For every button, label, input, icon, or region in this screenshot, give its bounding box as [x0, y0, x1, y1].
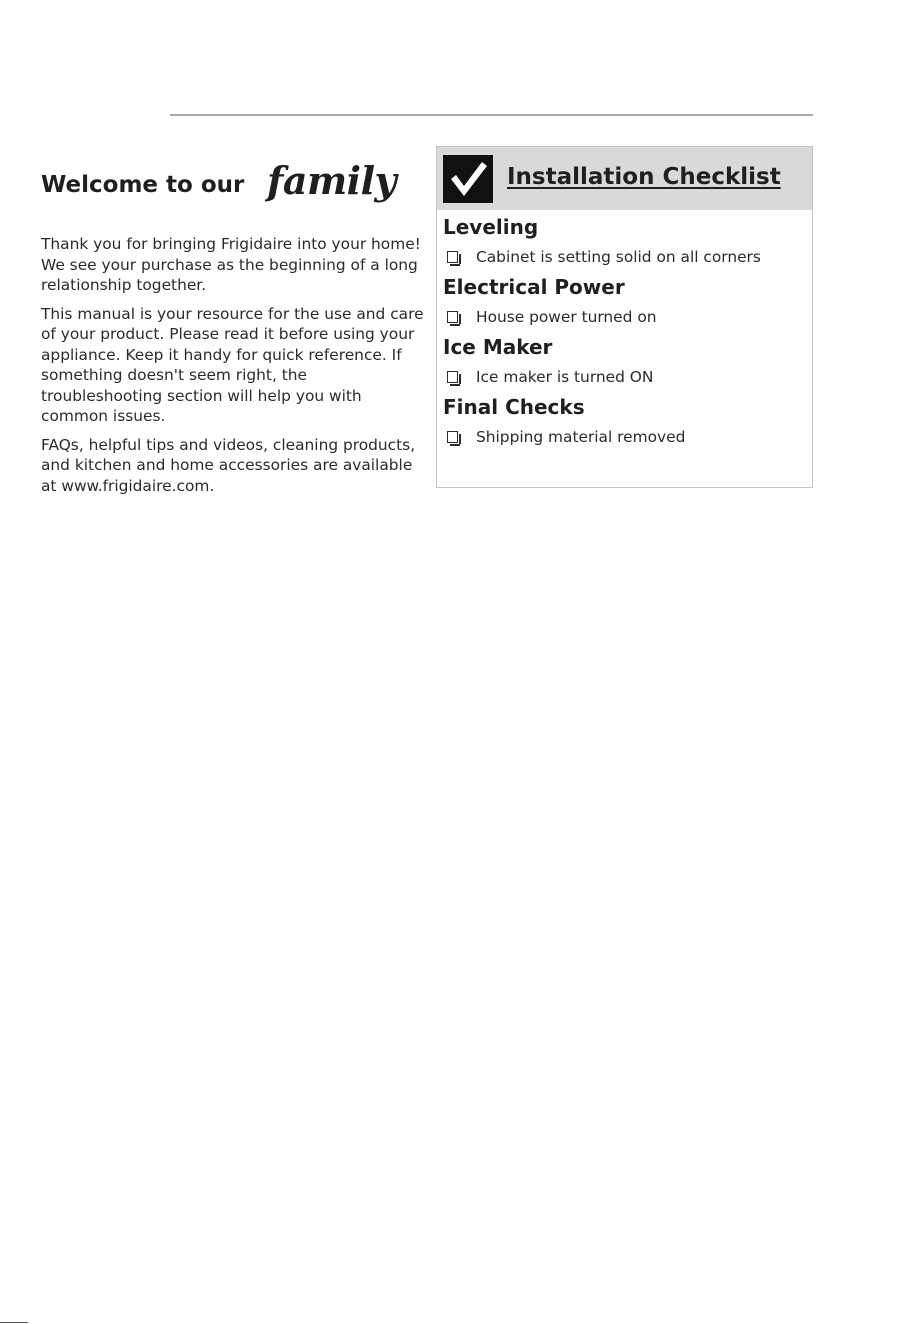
checklist-item-label: Shipping material removed [476, 428, 686, 446]
checklist-section-final-checks [443, 392, 806, 452]
checklist-body [437, 210, 812, 452]
checklist-section-leveling [443, 212, 806, 272]
checklist-header [437, 147, 812, 210]
checkbox-icon[interactable] [447, 431, 458, 443]
section-title: Ice Maker [443, 335, 553, 359]
checkbox-icon[interactable] [447, 311, 458, 323]
checklist-item[interactable] [443, 422, 806, 452]
welcome-paragraph: Thank you for bringing Frigidaire into your home! We see your purchase as the beginning of a long relationship together. [41, 235, 421, 294]
welcome-section [41, 160, 426, 504]
welcome-heading [41, 160, 426, 222]
welcome-heading-plain: Welcome to our [41, 172, 245, 198]
checklist-item[interactable] [443, 302, 806, 332]
checklist-section-ice-maker [443, 332, 806, 392]
welcome-paragraph: FAQs, helpful tips and videos, cleaning products, and kitchen and home accessories are available at www.frigidaire.com. [41, 435, 416, 495]
welcome-paragraph: This manual is your resource for the use and care of your product. Please read it before using your appliance. Keep it handy for quick reference. If something doesn't seem right, the troubleshooting section will help you with common issues. [41, 304, 424, 425]
checkbox-icon[interactable] [447, 371, 458, 383]
section-title: Final Checks [443, 395, 585, 419]
checkmark-icon [443, 155, 493, 203]
checklist-item-label: Ice maker is turned ON [476, 368, 654, 386]
checklist-item[interactable] [443, 362, 806, 392]
checklist-item[interactable] [443, 242, 806, 272]
page-corner-mark [0, 1322, 28, 1323]
checkbox-icon[interactable] [447, 251, 458, 263]
welcome-heading-script: family [267, 158, 397, 203]
installation-checklist [436, 146, 813, 488]
section-title: Electrical Power [443, 275, 625, 299]
section-title: Leveling [443, 215, 539, 239]
checklist-item-label: Cabinet is setting solid on all corners [476, 248, 761, 266]
checklist-title: Installation Checklist [507, 164, 781, 190]
checklist-item-label: House power turned on [476, 308, 657, 326]
checklist-section-electrical-power [443, 272, 806, 332]
top-divider [170, 114, 813, 116]
